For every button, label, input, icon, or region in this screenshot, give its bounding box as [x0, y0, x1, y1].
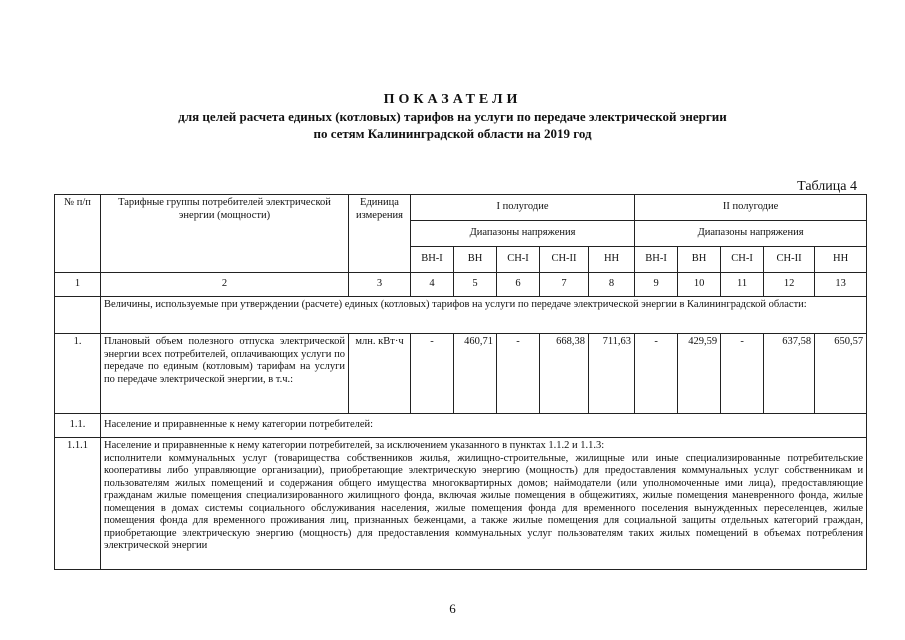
col-number: 7: [540, 273, 589, 297]
level-vn: ВН: [454, 247, 497, 273]
col-number: 2: [101, 273, 349, 297]
header-ranges-2: Диапазоны напряжения: [635, 221, 867, 247]
row-description-line-1: Население и приравненные к нему категории потребителей, за исключением указанного в пунктах 1.1.2 и 1.1.3:: [104, 440, 605, 451]
value-cell: -: [497, 334, 540, 414]
header-num: № п/п: [55, 195, 101, 273]
page-number: 6: [449, 601, 456, 616]
level-sn2: СН-II: [764, 247, 815, 273]
header-row-1: [55, 195, 867, 221]
row-unit: млн. кВт·ч: [349, 334, 411, 414]
section-heading: Величины, используемые при утверждении (расчете) единых (котловых) тарифов на услуги по передаче электрической энергии в Калининградской области:: [101, 297, 867, 334]
header-group: Тарифные группы потребителей электрической энергии (мощности): [101, 195, 349, 273]
title-main: ПОКАЗАТЕЛИ: [383, 92, 522, 107]
column-number-row: [55, 273, 867, 297]
header-half-2: II полугодие: [635, 195, 867, 221]
header-half-1: I полугодие: [411, 195, 635, 221]
level-vn1: ВН-I: [635, 247, 678, 273]
col-number: 8: [589, 273, 635, 297]
level-sn1: СН-I: [721, 247, 764, 273]
level-vn1: ВН-I: [411, 247, 454, 273]
col-number: 3: [349, 273, 411, 297]
col-number: 6: [497, 273, 540, 297]
value-cell: 429,59: [678, 334, 721, 414]
col-number: 5: [454, 273, 497, 297]
value-cell: -: [721, 334, 764, 414]
title-line-1: для целей расчета единых (котловых) тарифов на услуги по передаче электрической энергии: [178, 109, 727, 124]
value-cell: 637,58: [764, 334, 815, 414]
row-number: 1.: [55, 334, 101, 414]
level-nn: НН: [589, 247, 635, 273]
header-ranges-1: Диапазоны напряжения: [411, 221, 635, 247]
value-cell: -: [411, 334, 454, 414]
row-description: [101, 438, 867, 570]
value-cell: 668,38: [540, 334, 589, 414]
row-number: 1.1.1: [55, 438, 101, 570]
col-number: 12: [764, 273, 815, 297]
level-sn2: СН-II: [540, 247, 589, 273]
value-cell: 650,57: [815, 334, 867, 414]
row-description: Плановый объем полезного отпуска электрической энергии всех потребителей, оплачивающих услуги по передаче по единым (котловым) тарифам на услуги по передаче электрической энергии, в т.ч.:: [101, 334, 349, 414]
title-line-2: по сетям Калининградской области на 2019 год: [313, 126, 592, 141]
col-number: 4: [411, 273, 454, 297]
section-heading-row: [55, 297, 867, 334]
table-row-1: [55, 334, 867, 414]
col-number: 13: [815, 273, 867, 297]
level-vn: ВН: [678, 247, 721, 273]
level-sn1: СН-I: [497, 247, 540, 273]
row-description: Население и приравненные к нему категории потребителей:: [101, 414, 867, 438]
row-number: 1.1.: [55, 414, 101, 438]
document-title: [0, 92, 905, 142]
empty-cell: [55, 297, 101, 334]
value-cell: -: [635, 334, 678, 414]
col-number: 9: [635, 273, 678, 297]
value-cell: 711,63: [589, 334, 635, 414]
table-row-1-1: [55, 414, 867, 438]
level-nn: НН: [815, 247, 867, 273]
table-label: Таблица 4: [797, 179, 857, 194]
col-number: 11: [721, 273, 764, 297]
col-number: 1: [55, 273, 101, 297]
tariff-table: [54, 194, 867, 570]
row-description-body: исполнители коммунальных услуг (товарищества собственников жилья, жилищно-строительные, жилищные или иные специализированные потребительские кооперативы либо управляющие организации), приобретающие электрическую энергию (мощность) для предоставления коммунальных услуг собственникам и пользователям жилых помещений и содержания общего имущества многоквартирных домов; наймодатели (или уполномоченные ими лица), предоставляющие гражданам жилые помещения специализированного жилищного фонда, включая жилые помещения в общежитиях, жилые помещения маневренного фонда, жилые помещения в домах системы социального обслуживания населения, жилые помещения фонда для временного поселения вынужденных переселенцев, жилые помещения фонда для временного проживания лиц, признанных беженцами, а также жилые помещения для социальной защиты отдельных категорий граждан, приобретающие электрическую энергию (мощность) для предоставления коммунальных услуг пользователям таких жилых помещений в объемах потребления электрической энергии: [104, 452, 864, 551]
col-number: 10: [678, 273, 721, 297]
value-cell: 460,71: [454, 334, 497, 414]
table-row-1-1-1: [55, 438, 867, 570]
header-unit: Единица измерения: [349, 195, 411, 273]
